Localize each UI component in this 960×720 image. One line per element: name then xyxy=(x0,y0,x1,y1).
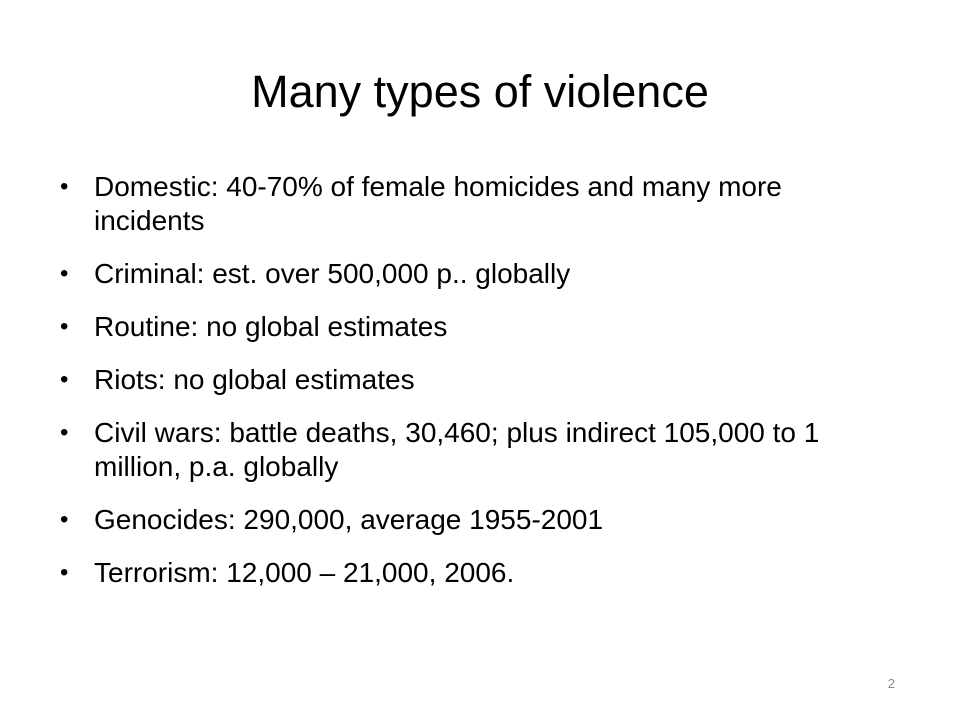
bullet-text: Terrorism: 12,000 – 21,000, 2006. xyxy=(94,557,515,588)
bullet-text: Civil wars: battle deaths, 30,460; plus indirect 105,000 to 1 million, p.a. globally xyxy=(94,417,820,482)
bullet-dot-icon: • xyxy=(60,506,69,533)
bullet-dot-icon: • xyxy=(60,419,69,446)
bullet-item xyxy=(60,363,880,397)
bullet-text: Riots: no global estimates xyxy=(94,364,415,395)
bullet-text: Routine: no global estimates xyxy=(94,311,448,342)
bullet-dot-icon: • xyxy=(60,173,69,200)
bullet-text: Criminal: est. over 500,000 p.. globally xyxy=(94,258,571,289)
bullet-text: Domestic: 40-70% of female homicides and many more incidents xyxy=(94,171,782,236)
slide-title: Many types of violence xyxy=(251,66,709,117)
bullet-list xyxy=(60,170,880,609)
bullet-item xyxy=(60,310,880,344)
bullet-text: Genocides: 290,000, average 1955-2001 xyxy=(94,504,604,535)
page-number: 2 xyxy=(887,676,895,691)
bullet-dot-icon: • xyxy=(60,313,69,340)
bullet-dot-icon: • xyxy=(60,366,69,393)
bullet-item xyxy=(60,416,880,484)
bullet-dot-icon: • xyxy=(60,559,69,586)
bullet-item xyxy=(60,503,880,537)
bullet-item xyxy=(60,170,880,238)
bullet-item xyxy=(60,257,880,291)
bullet-dot-icon: • xyxy=(60,260,69,287)
bullet-item xyxy=(60,556,880,590)
